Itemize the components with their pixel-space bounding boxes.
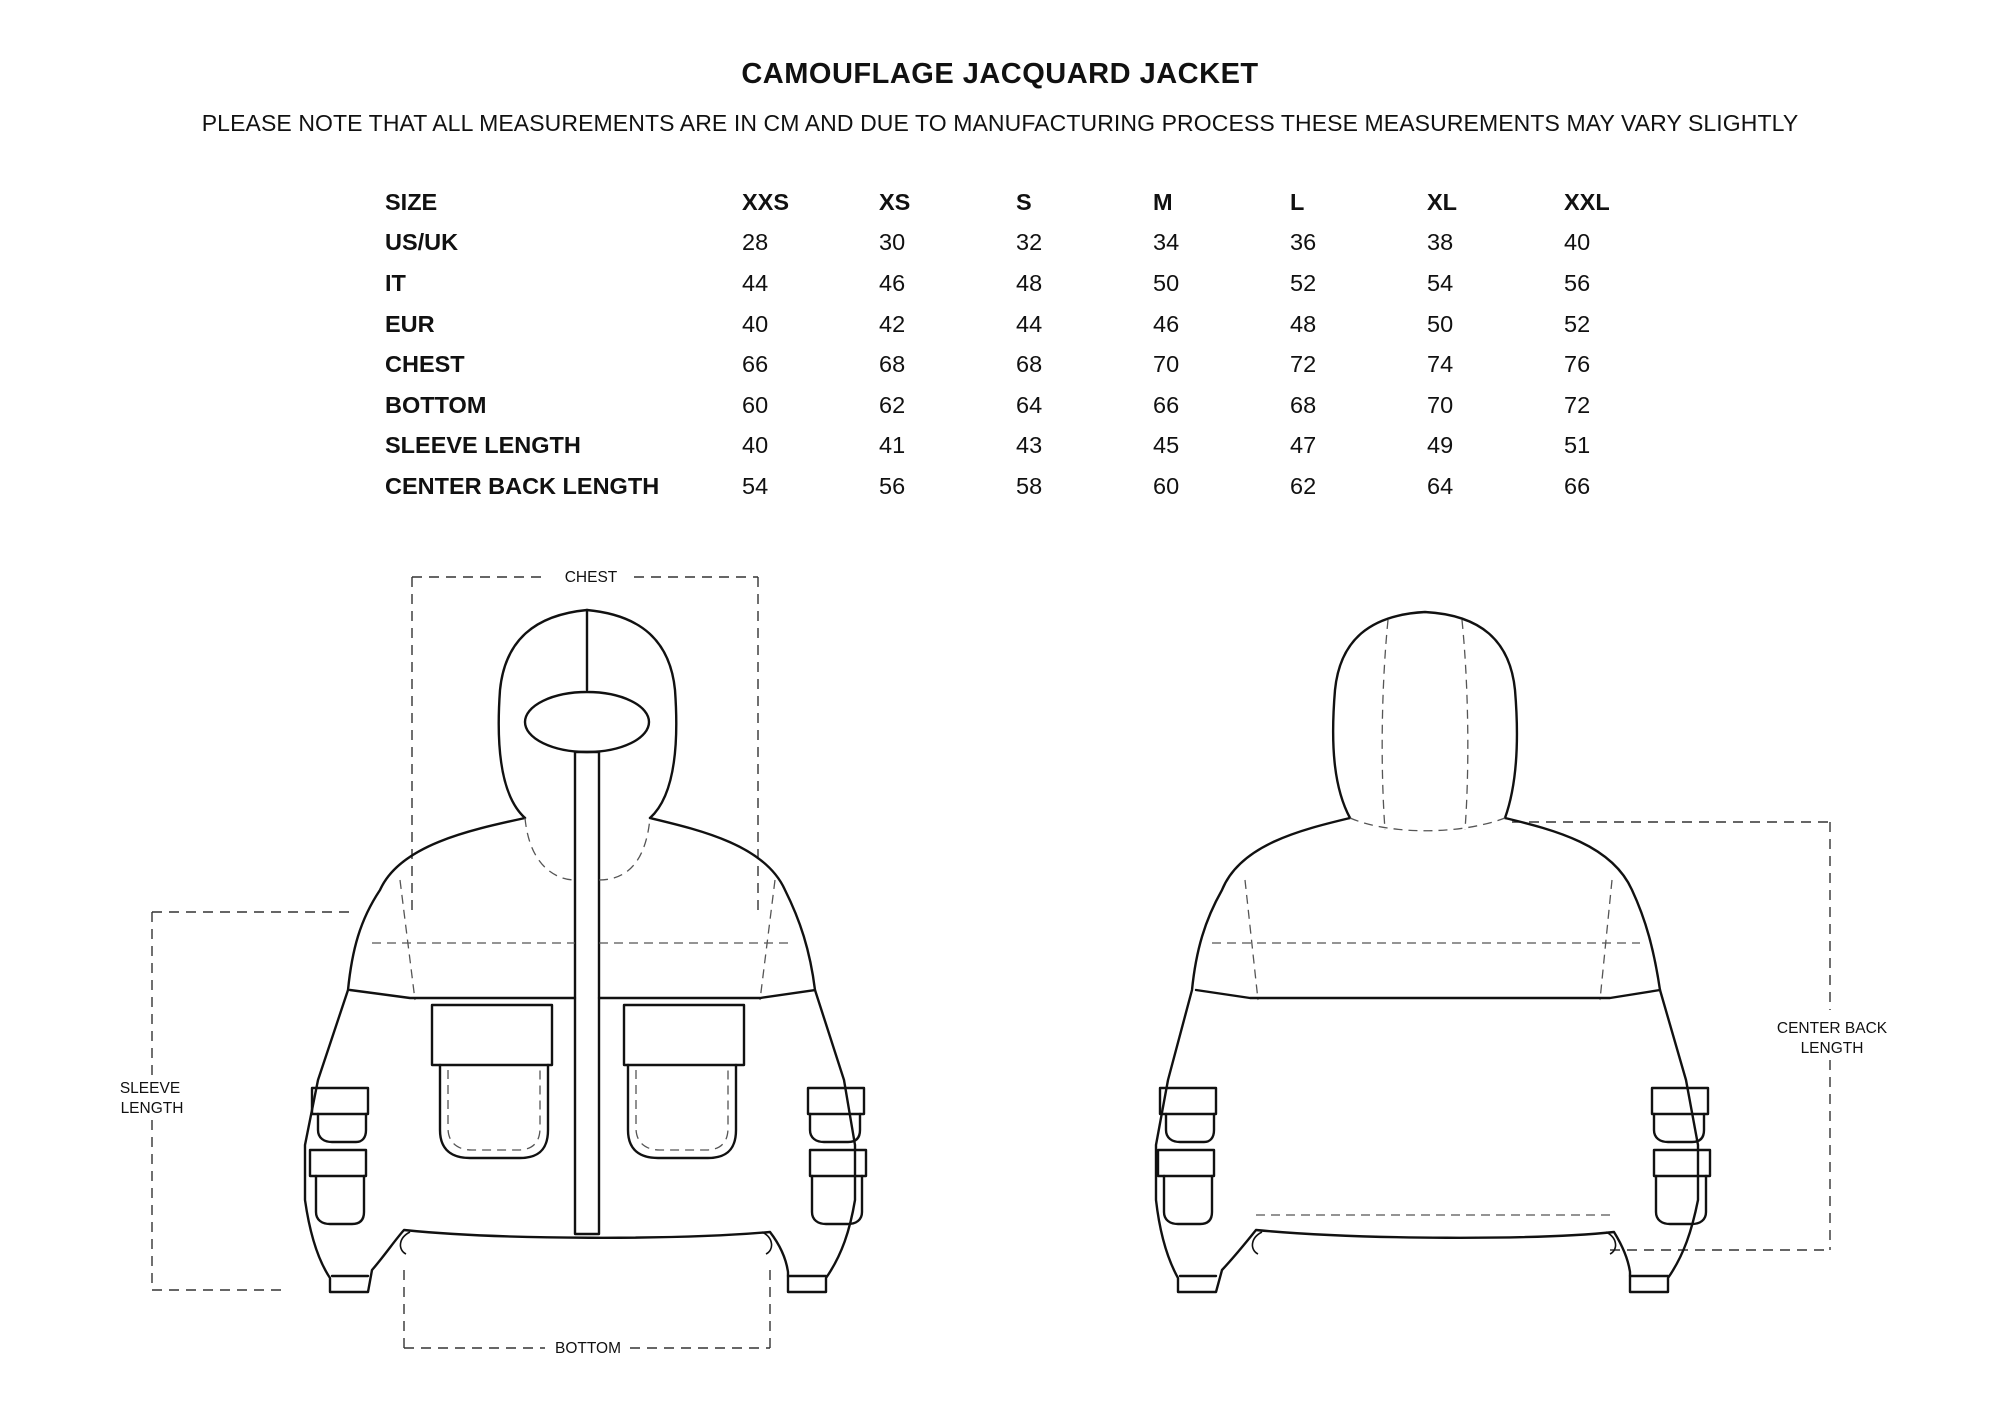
jacket-back-view	[1156, 612, 1888, 1292]
size-chart-table	[385, 182, 1701, 507]
front-zipper-placket	[575, 752, 599, 1234]
left-sleeve-pocket-lower	[316, 1176, 364, 1224]
right-sleeve-flap-lower	[810, 1150, 866, 1176]
table-cell: 64	[1016, 391, 1043, 418]
table-cell: 54	[742, 472, 769, 499]
back-hood-outline	[1333, 612, 1517, 818]
jacket-measurement-diagram	[0, 540, 2000, 1415]
table-cell: 52	[1290, 269, 1317, 296]
bottom-dimension-guide	[404, 1270, 770, 1348]
table-cell: 30	[879, 229, 906, 256]
table-cell: 66	[1153, 391, 1180, 418]
left-sleeve-pockets	[310, 1088, 368, 1224]
row-label-eur: EUR	[385, 310, 435, 337]
left-sleeve-flap-upper	[312, 1088, 368, 1114]
table-cell: 60	[1153, 472, 1180, 499]
table-cell: 68	[1016, 351, 1043, 378]
size-header-s: S	[1016, 188, 1032, 215]
size-header-xl: XL	[1427, 188, 1458, 215]
table-cell: 41	[879, 432, 906, 459]
table-cell: 74	[1427, 351, 1454, 378]
table-cell: 62	[879, 391, 906, 418]
table-cell: 40	[1564, 229, 1591, 256]
back-right-sleeve-flap-upper	[1652, 1088, 1708, 1114]
table-cell: 62	[1290, 472, 1317, 499]
table-cell: 44	[1016, 310, 1043, 337]
table-cell: 34	[1153, 229, 1180, 256]
left-chest-pocket	[432, 1005, 552, 1158]
table-cell: 46	[1153, 310, 1180, 337]
center-back-length-label-line1: CENTER BACK	[1776, 1020, 1888, 1037]
table-cell: 40	[742, 310, 769, 337]
table-row	[385, 426, 1701, 467]
table-cell: 28	[742, 229, 769, 256]
table-cell: 54	[1427, 269, 1454, 296]
row-label-chest: CHEST	[385, 351, 465, 378]
table-cell: 58	[1016, 472, 1043, 499]
back-left-sleeve-pockets	[1158, 1088, 1216, 1224]
table-cell: 47	[1290, 432, 1317, 459]
table-row	[385, 263, 1701, 304]
table-cell: 72	[1564, 391, 1591, 418]
bottom-label: BOTTOM	[554, 1340, 622, 1357]
size-header-xs: XS	[879, 188, 911, 215]
left-sleeve-pocket-upper	[318, 1114, 366, 1142]
table-cell: 42	[879, 310, 906, 337]
table-cell: 56	[879, 472, 906, 499]
page-title: CAMOUFLAGE JACQUARD JACKET	[741, 58, 1259, 90]
table-cell: 44	[742, 269, 769, 296]
measurement-note: PLEASE NOTE THAT ALL MEASUREMENTS ARE IN CM AND DUE TO MANUFACTURING PROCESS THESE MEASUREMENTS MAY VARY SLIGHTLY	[201, 110, 1799, 136]
center-back-length-label-line2: LENGTH	[1800, 1040, 1864, 1057]
row-label-center-back-length: CENTER BACK LENGTH	[385, 472, 660, 499]
back-right-sleeve-flap-lower	[1654, 1150, 1710, 1176]
table-cell: 70	[1427, 391, 1454, 418]
left-pocket-bag	[440, 1065, 548, 1158]
table-row	[385, 223, 1701, 264]
row-label-us-uk: US/UK	[385, 229, 459, 256]
right-chest-pocket	[624, 1005, 744, 1158]
table-cell: 70	[1153, 351, 1180, 378]
table-row	[385, 304, 1701, 345]
table-cell: 51	[1564, 432, 1591, 459]
size-header-xxl: XXL	[1564, 188, 1610, 215]
table-cell: 68	[1290, 391, 1317, 418]
face-opening	[525, 692, 649, 752]
table-cell: 60	[742, 391, 769, 418]
table-cell: 49	[1427, 432, 1454, 459]
back-hood-base-stitch	[1350, 818, 1505, 831]
back-right-sleeve-pockets	[1652, 1088, 1710, 1224]
table-cell: 64	[1427, 472, 1454, 499]
right-drawcord	[762, 1232, 772, 1254]
table-cell: 72	[1290, 351, 1317, 378]
back-left-sleeve-pocket-lower	[1164, 1176, 1212, 1224]
left-sleeve-flap-lower	[310, 1150, 366, 1176]
back-armhole-stitch	[1245, 880, 1612, 1000]
sleeve-length-label-line1: SLEEVE	[119, 1080, 181, 1097]
row-label-it: IT	[385, 269, 406, 296]
table-cell: 68	[879, 351, 906, 378]
table-cell: 40	[742, 432, 769, 459]
table-row	[385, 344, 1701, 385]
table-row	[385, 385, 1701, 426]
back-body-outline	[1156, 818, 1698, 1292]
left-pocket-flap	[432, 1005, 552, 1065]
table-cell: 66	[742, 351, 769, 378]
table-cell: 76	[1564, 351, 1591, 378]
table-cell: 45	[1153, 432, 1180, 459]
table-cell: 48	[1290, 310, 1317, 337]
size-header-m: M	[1153, 188, 1173, 215]
row-label-sleeve-length: SLEEVE LENGTH	[385, 432, 581, 459]
back-left-sleeve-flap-lower	[1158, 1150, 1214, 1176]
back-left-drawcord	[1252, 1232, 1262, 1254]
jacket-front-view	[120, 569, 866, 1357]
hood-base-stitch	[525, 818, 650, 880]
yoke-seam	[350, 990, 815, 998]
size-header-label: SIZE	[385, 188, 438, 215]
table-cell: 43	[1016, 432, 1043, 459]
size-header-xxs: XXS	[742, 188, 790, 215]
table-cell: 46	[879, 269, 906, 296]
table-cell: 56	[1564, 269, 1591, 296]
sleeve-length-label-line2: LENGTH	[120, 1100, 184, 1117]
back-yoke-seam	[1196, 990, 1660, 998]
left-pocket-stitch	[448, 1070, 540, 1150]
table-cell: 48	[1016, 269, 1043, 296]
chest-label: CHEST	[564, 569, 618, 586]
right-sleeve-flap-upper	[808, 1088, 864, 1114]
back-hood-panel-stitch	[1382, 620, 1468, 830]
table-cell: 52	[1564, 310, 1591, 337]
table-cell: 32	[1016, 229, 1043, 256]
left-drawcord	[400, 1232, 410, 1254]
table-cell: 66	[1564, 472, 1591, 499]
table-cell: 50	[1153, 269, 1180, 296]
armhole-stitch	[400, 880, 775, 1000]
right-pocket-bag	[628, 1065, 736, 1158]
back-left-sleeve-pocket-upper	[1166, 1114, 1214, 1142]
chest-dimension-guide	[412, 577, 758, 910]
size-header-row	[385, 182, 1701, 223]
back-left-sleeve-flap-upper	[1160, 1088, 1216, 1114]
table-cell: 36	[1290, 229, 1317, 256]
right-sleeve-pockets	[808, 1088, 866, 1224]
size-header-l: L	[1290, 188, 1305, 215]
row-label-bottom: BOTTOM	[385, 391, 487, 418]
right-pocket-stitch	[636, 1070, 728, 1150]
table-cell: 50	[1427, 310, 1454, 337]
front-body-outline	[305, 818, 855, 1292]
table-cell: 38	[1427, 229, 1454, 256]
table-row	[385, 466, 1701, 507]
right-pocket-flap	[624, 1005, 744, 1065]
